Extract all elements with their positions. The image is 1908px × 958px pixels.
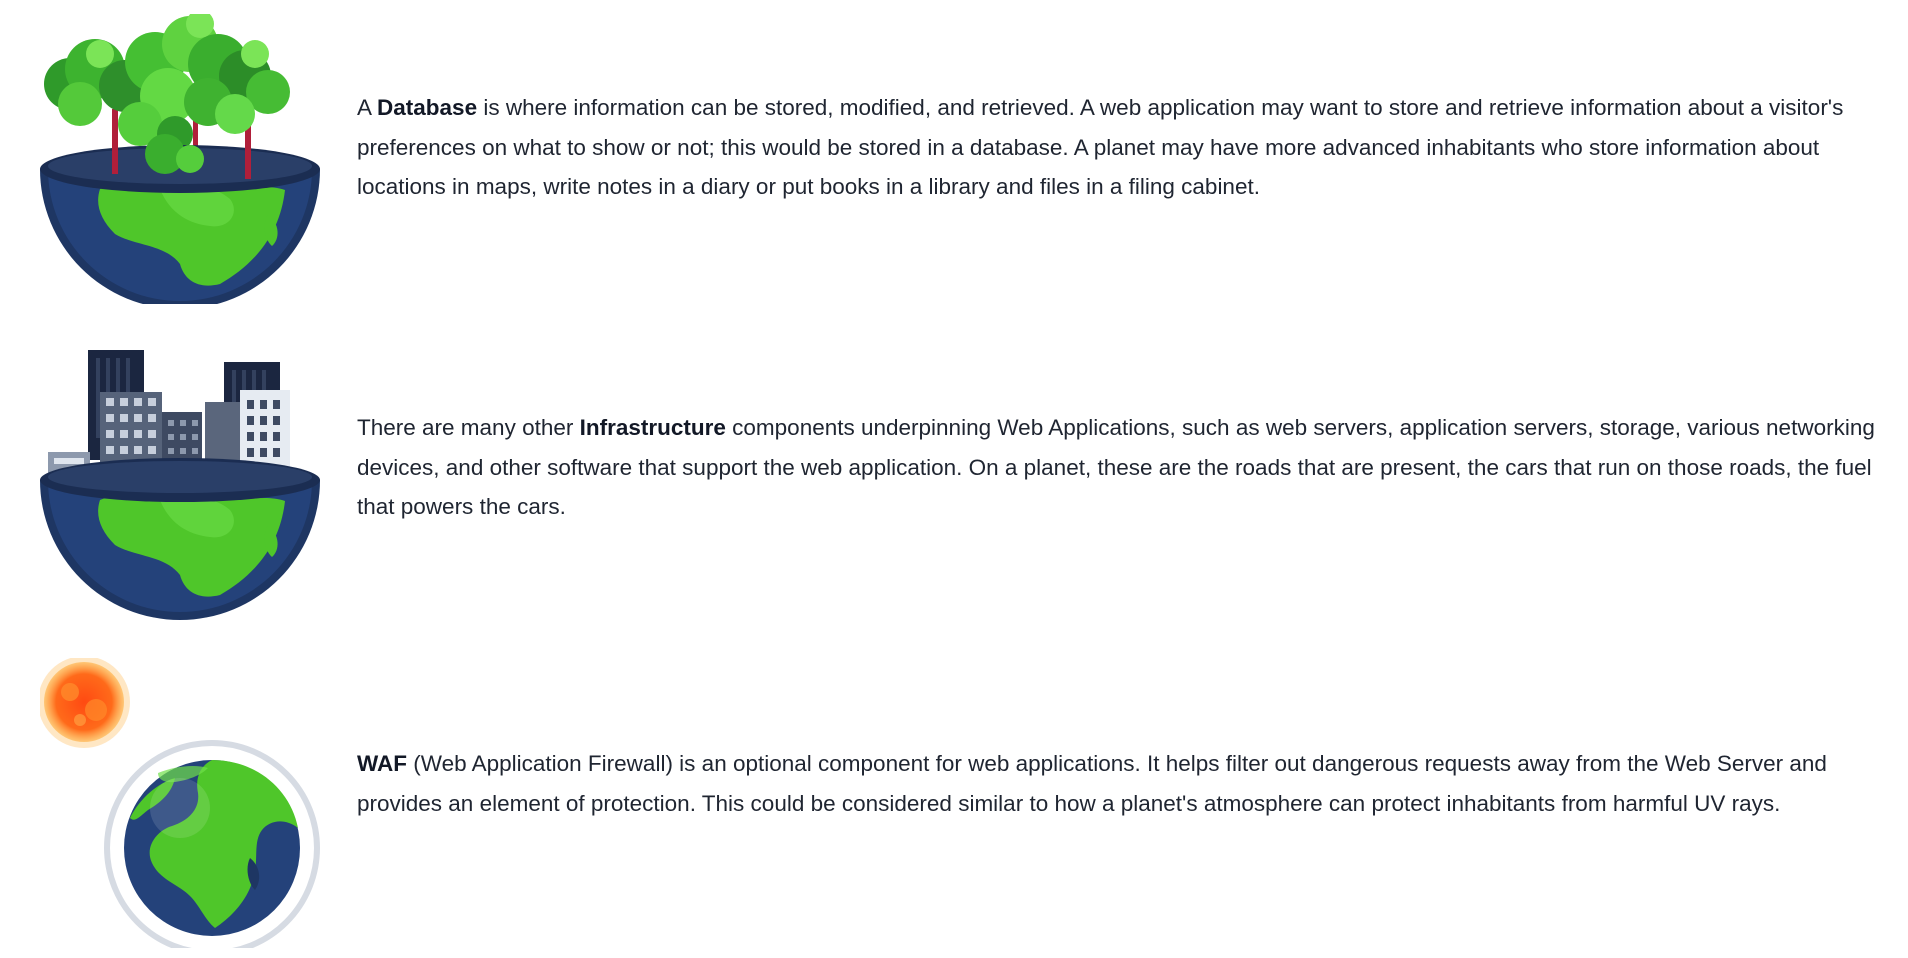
- planet-with-trees-icon: [40, 14, 320, 314]
- database-description-body: is where information can be stored, modified, and retrieved. A web application may want to store and retrieve information about a visitor's preferences on what to show or not; this would be stored in a database. A planet may have more advanced inhabitants who store information about locations in maps, write notes in a diary or put books in a library and files in a filing cabinet.: [357, 95, 1844, 199]
- database-term: Database: [377, 95, 478, 120]
- planet-with-atmosphere-and-sun-icon: [40, 658, 320, 958]
- waf-description-body: (Web Application Firewall) is an optional component for web applications. It helps filter out dangerous requests away from the Web Server and provides an element of protection. This could be considered similar to how a planet's atmosphere can protect inhabitants from harmful UV rays.: [357, 751, 1827, 816]
- section-database: [0, 0, 1908, 310]
- infrastructure-term: Infrastructure: [579, 415, 726, 440]
- planet-with-city-icon: [40, 340, 320, 640]
- database-description-lead: A: [357, 95, 378, 120]
- infrastructure-description-lead: There are many other: [357, 415, 580, 440]
- database-description: [357, 88, 1882, 207]
- section-waf: [0, 640, 1908, 949]
- waf-description: [357, 744, 1882, 823]
- section-infrastructure: [0, 320, 1908, 620]
- waf-term: WAF: [357, 751, 407, 776]
- sun-icon: [40, 658, 130, 748]
- infrastructure-description-body: components underpinning Web Applications, such as web servers, application servers, storage, various networking devices, and other software that support the web application. On a planet, these are the roads that are present, the cars that run on those roads, the fuel that powers the cars.: [357, 415, 1875, 519]
- infrastructure-description: [357, 408, 1882, 527]
